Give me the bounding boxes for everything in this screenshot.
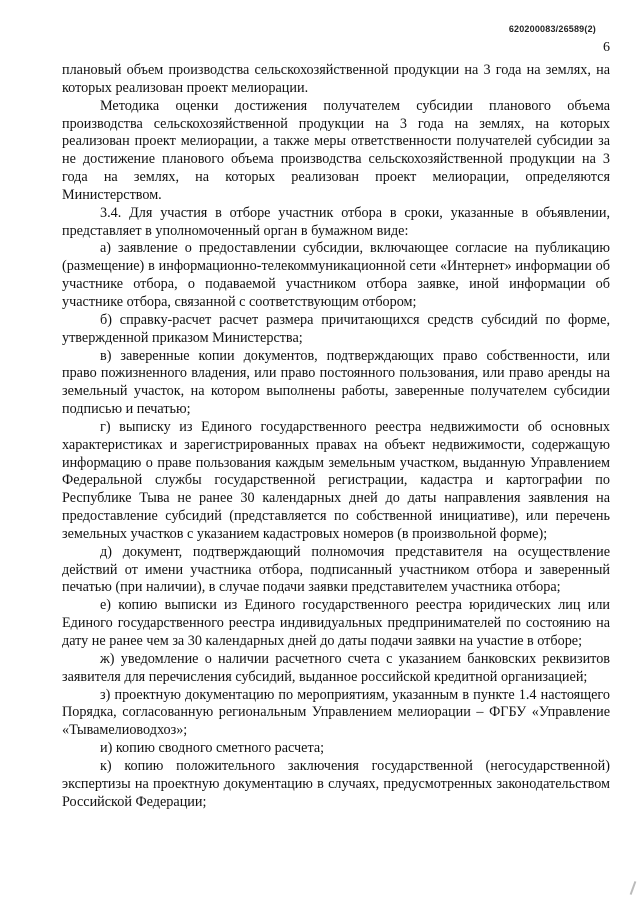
list-item-i: и) копию сводного сметного расчета; [100, 740, 325, 757]
paragraph-3-4: 3.4. Для участия в отборе участник отбора в сроки, указанные в объявлении, представляет в уполномоченный орган в бумажном виде: [62, 204, 610, 239]
list-item-v: в) заверенные копии документов, подтверждающих право собственности, или право пожизненного владения, или право постоянного пользования, или право аренды на земельный участок, на котором выполнены работы, заверенные получателем субсидии подписью и печатью; [62, 347, 610, 418]
list-item-z: з) проектную документацию по мероприятиям, указанным в пункте 1.4 настоящего Порядка, согласованную региональным Управлением мелиорации – ФГБУ «Управление «Тывамелиоводхоз»; [62, 686, 610, 739]
list-item-d: д) документ, подтверждающий полномочия представителя на осуществление действий от имени участника отбора, подписанный участником отбора и заверенный печатью (при наличии), в случае подачи заявки представителем участника отбора; [62, 543, 610, 596]
document-body [62, 62, 610, 811]
list-item-a: а) заявление о предоставлении субсидии, включающее согласие на публикацию (размещение) в информационно-телекоммуникационной сети «Интернет» информации об участнике отбора, о подаваемой участником отбора заявке, иной информации об участнике отбора, связанной с соответствующим отбором; [62, 240, 610, 310]
document-code: 620200083/26589(2) [508, 24, 596, 34]
page-number: 6 [603, 40, 610, 55]
list-item-zh: ж) уведомление о наличии расчетного счета с указанием банковских реквизитов заявителя для перечисления субсидий, выданное российской кредитной организацией; [62, 650, 610, 685]
list-item-b: б) справку-расчет расчет размера причитающихся средств субсидий по форме, утвержденной приказом Министерства; [62, 311, 610, 346]
scan-edge-mark [630, 881, 637, 895]
list-item-e: е) копию выписки из Единого государственного реестра юридических лиц или Единого государственного реестра индивидуальных предпринимателей по состоянию на дату не ранее чем за 30 календарных дней до даты подачи заявки на участие в отборе; [62, 597, 610, 649]
paragraph-continuation: плановый объем производства сельскохозяйственной продукции на 3 года на землях, на которых реализован проект мелиорации. [62, 62, 610, 96]
list-item-g: г) выписку из Единого государственного реестра недвижимости об основных характеристиках и зарегистрированных правах на объект недвижимости, содержащую информацию о праве пользования каждым земельным участком, выданную Управлением Федеральной службы государственной регистрации, кадастра и картографии по Республике Тыва не ранее 30 календарных дней до даты направления заявления на предоставление субсидий (представляется по собственной инициативе), или перечень земельных участков с указанием кадастровых номеров (в произвольной форме); [62, 418, 610, 542]
paragraph-methodology: Методика оценки достижения получателем субсидии планового объема производства сельскохозяйственной продукции на 3 года на землях, на которых реализован проект мелиорации, а также меры ответственности получателей субсидии за не достижение планового объема производства сельскохозяйственной продукции на 3 года на землях, на которых реализован проект мелиорации, определяются Министерством. [62, 97, 610, 203]
list-item-k: к) копию положительного заключения государственной (негосударственной) экспертизы на проектную документацию в случаях, предусмотренных законодательством Российской Федерации; [62, 757, 610, 810]
